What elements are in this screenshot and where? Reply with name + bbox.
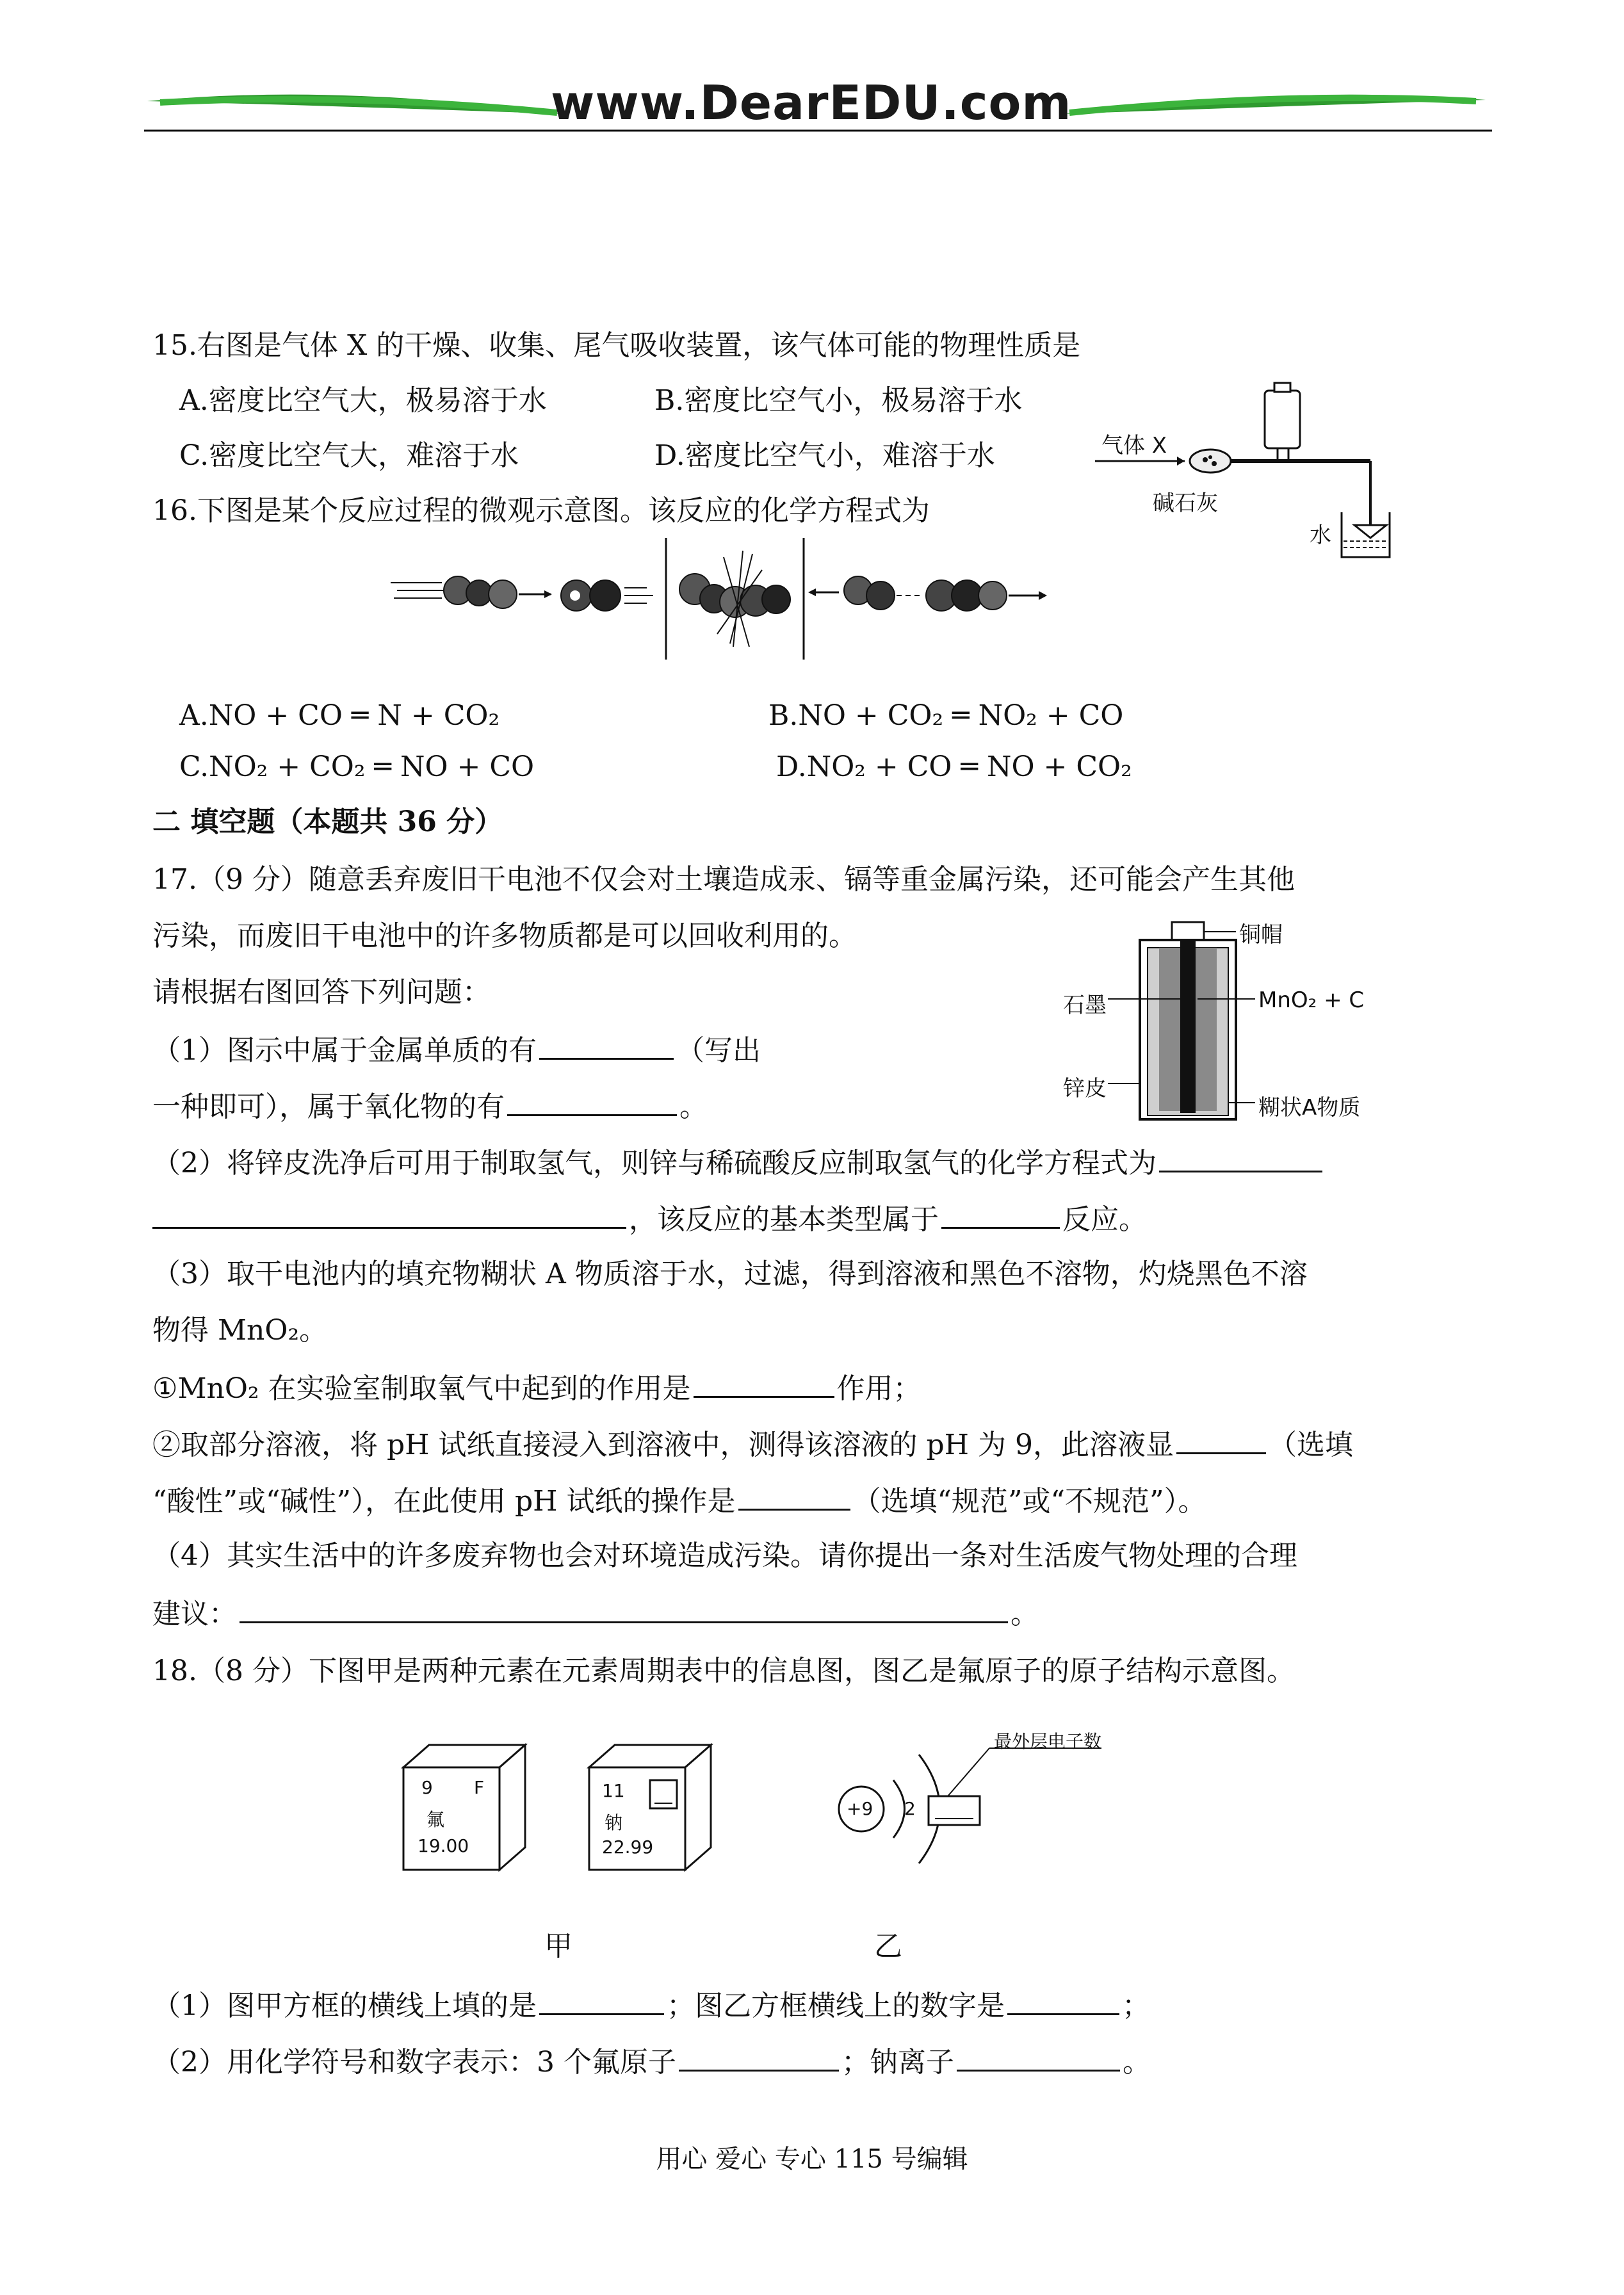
q18-part2: （2）用化学符号和数字表示：3 个氟原子 ；钠离子 。 — [152, 2041, 1151, 2082]
na-name: 钠 — [605, 1812, 623, 1833]
outer-electron-box — [929, 1796, 980, 1825]
fig-gas-label: 气体 X — [1101, 433, 1167, 458]
q17-part3-line1: （3）取干电池内的填充物糊状 A 物质溶于水，过滤，得到溶液和黑色不溶物，灼烧黑色不溶 — [152, 1258, 1308, 1290]
q15-option-d: D.密度比空气小，难溶于水 — [654, 439, 995, 472]
f-atomic-number: 9 — [421, 1777, 433, 1798]
q18-stem: 18.（8 分）下图甲是两种元素在元素周期表中的信息图，图乙是氟原子的原子结构示意图。 — [152, 1655, 1295, 1687]
q17-part3-line3: ①MnO₂ 在实验室制取氧气中起到的作用是 作用； — [152, 1368, 922, 1408]
section-title: 二 填空题（本题共 36 分） — [152, 806, 503, 838]
answer-blank[interactable] — [152, 1199, 626, 1229]
fig-zinc-label: 锌皮 — [1063, 1076, 1107, 1101]
label-jia: 甲 — [544, 1930, 572, 1963]
q18-part1: （1）图甲方框的横线上填的是 ；图乙方框横线上的数字是 ； — [152, 1985, 1150, 2025]
fig-mno2-label: MnO₂ + C — [1258, 987, 1365, 1013]
q17-part1-line1: （1）图示中属于金属单质的有 （写出 — [152, 1030, 761, 1070]
na-atomic-number: 11 — [602, 1780, 625, 1801]
f-name: 氟 — [426, 1809, 445, 1830]
q17-part2-line1: （2）将锌皮洗净后可用于制取氢气，则锌与稀硫酸反应制取氢气的化学方程式为 — [152, 1142, 1325, 1183]
fig-water-label: 水 — [1310, 523, 1331, 548]
q16-option-d: D.NO₂ + CO ═ NO + CO₂ — [776, 750, 1132, 783]
q16-option-c: C.NO₂ + CO₂ ═ NO + CO — [179, 750, 535, 783]
q17-part1-line2: 一种即可），属于氧化物的有 。 — [152, 1086, 708, 1126]
q17-stem-2: 污染，而废旧干电池中的许多物质都是可以回收利用的。 — [152, 920, 857, 952]
site-logo-text: www.DearEDU.com — [551, 76, 1072, 131]
reaction-micro-diagram — [384, 531, 1063, 666]
copper-cap — [1172, 922, 1204, 941]
fluorine-atom-structure — [832, 1729, 1153, 1889]
inner-shell-electrons: 2 — [904, 1798, 916, 1819]
f-symbol: F — [474, 1777, 485, 1798]
gas-apparatus-figure — [1089, 378, 1422, 570]
label-yi: 乙 — [874, 1930, 902, 1963]
answer-blank[interactable] — [679, 2041, 839, 2072]
speed-lines-right — [624, 588, 653, 603]
answer-blank[interactable] — [694, 1368, 834, 1398]
answer-blank[interactable] — [957, 2041, 1120, 2072]
q17-part3-line2: 物得 MnO₂。 — [152, 1314, 328, 1347]
speed-lines-left — [391, 583, 445, 598]
answer-blank[interactable] — [240, 1593, 1008, 1623]
f-mass: 19.00 — [418, 1835, 469, 1856]
na-mass: 22.99 — [602, 1837, 654, 1858]
answer-blank[interactable] — [507, 1086, 677, 1116]
outer-electron-label: 最外层电子数 — [994, 1731, 1102, 1752]
answer-blank[interactable] — [539, 1030, 674, 1060]
q16-option-a: A.NO + CO ═ N + CO₂ — [179, 699, 500, 732]
q15-option-a: A.密度比空气大，极易溶于水 — [179, 384, 547, 417]
graphite-rod — [1180, 941, 1196, 1113]
q15-option-b: B.密度比空气小，极易溶于水 — [654, 384, 1023, 417]
answer-blank[interactable] — [1176, 1424, 1266, 1454]
answer-blank[interactable] — [1007, 1985, 1119, 2015]
q17-stem-1: 17.（9 分）随意丢弃废旧干电池不仅会对土壤造成汞、镉等重金属污染，还可能会产生其他 — [152, 863, 1295, 896]
nucleus-charge: +9 — [847, 1798, 873, 1819]
fig-copper-cap-label: 铜帽 — [1239, 922, 1283, 948]
q17-part4-line1: （4）其实生活中的许多废弃物也会对环境造成污染。请你提出一条对生活废气物处理的合理 — [152, 1539, 1297, 1572]
q17-part3-line4: ②取部分溶液，将 pH 试纸直接浸入到溶液中，测得该溶液的 pH 为 9，此溶液显 （选填 — [152, 1424, 1353, 1464]
answer-blank[interactable] — [1159, 1142, 1322, 1172]
page-footer: 用心 爱心 专心 115 号编辑 — [656, 2145, 968, 2174]
q17-part2-line2: ，该反应的基本类型属于 反应。 — [152, 1199, 1147, 1239]
collection-bottle — [1265, 391, 1300, 448]
q15-option-c: C.密度比空气大，难溶于水 — [179, 439, 519, 472]
fig-paste-label: 糊状A物质 — [1258, 1095, 1361, 1121]
fig-lime-label: 碱石灰 — [1153, 491, 1218, 516]
q15-stem: 15.右图是气体 X 的干燥、收集、尾气吸收装置，该气体可能的物理性质是 — [152, 329, 1081, 362]
answer-blank[interactable] — [539, 1985, 664, 2015]
q17-stem-3: 请根据右图回答下列问题： — [152, 976, 491, 1009]
q16-stem: 16.下图是某个反应过程的微观示意图。该反应的化学方程式为 — [152, 494, 930, 527]
q17-part4-line2: 建议： 。 — [152, 1593, 1039, 1634]
symbol-blank-box — [650, 1780, 677, 1808]
drying-tube — [1190, 450, 1231, 473]
fig-graphite-label: 石墨 — [1063, 993, 1107, 1018]
q16-option-b: B.NO + CO₂ ═ NO₂ + CO — [768, 699, 1124, 732]
q17-part3-line5: “酸性”或“碱性”），在此使用 pH 试纸的操作是 （选填“规范”或“不规范”）。 — [152, 1480, 1206, 1521]
answer-blank[interactable] — [738, 1480, 850, 1511]
answer-blank[interactable] — [941, 1199, 1060, 1229]
